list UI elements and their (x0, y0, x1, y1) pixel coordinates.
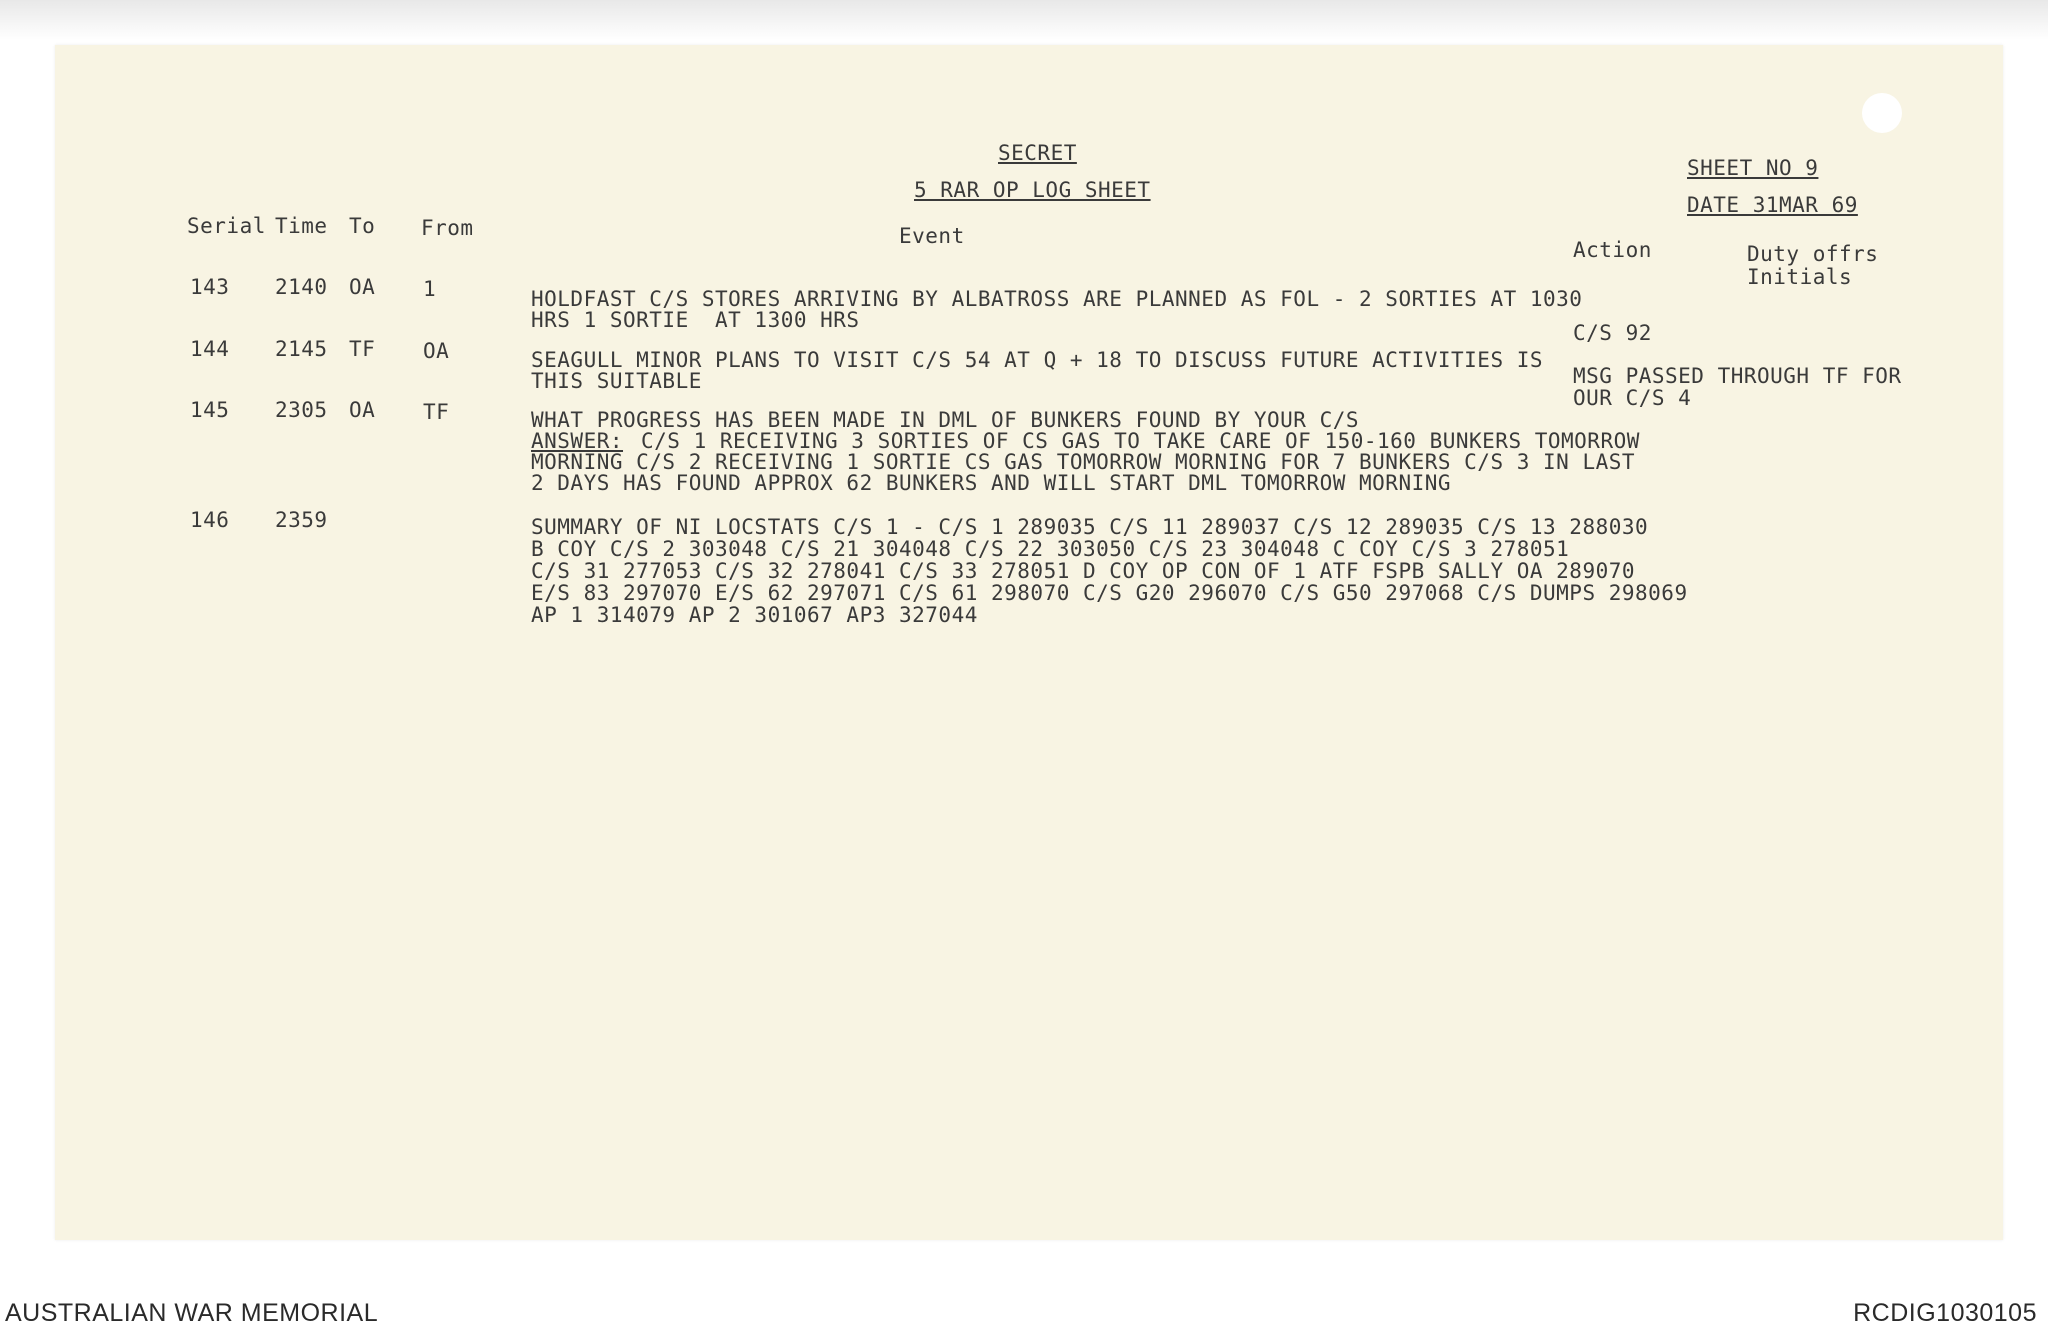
entry-event-line: E/S 83 297070 E/S 62 297071 C/S 61 298070 C/S G20 296070 C/S G50 297068 C/S DUMPS 298069 (531, 581, 1688, 605)
entry-action-line: OUR C/S 4 (1573, 386, 1692, 410)
entry-event-line: SEAGULL MINOR PLANS TO VISIT C/S 54 AT Q + 18 TO DISCUSS FUTURE ACTIVITIES IS (531, 348, 1544, 372)
archive-reference: RCDIG1030105 (1853, 1299, 2037, 1327)
document-title: 5 RAR OP LOG SHEET (914, 178, 1151, 202)
entry-event-line: MORNING C/S 2 RECEIVING 1 SORTIE CS GAS TOMORROW MORNING FOR 7 BUNKERS C/S 3 IN LAST (531, 450, 1636, 474)
entry-serial: 143 (190, 275, 230, 299)
column-header-serial: Serial (187, 214, 266, 238)
column-header-duty-officers: Duty offrs (1747, 242, 1879, 266)
entry-serial: 144 (190, 337, 230, 361)
sheet-date: DATE 31MAR 69 (1687, 193, 1858, 217)
entry-event-line: C/S 1 RECEIVING 3 SORTIES OF CS GAS TO TAKE CARE OF 150-160 BUNKERS TOMORROW (641, 429, 1640, 453)
entry-event-line: 2 DAYS HAS FOUND APPROX 62 BUNKERS AND WILL START DML TOMORROW MORNING (531, 471, 1452, 495)
entry-from: OA (423, 339, 450, 363)
entry-serial: 145 (190, 398, 230, 422)
scan-background (0, 0, 2048, 40)
entry-action-line: MSG PASSED THROUGH TF FOR (1573, 364, 1902, 388)
entry-event-line: THIS SUITABLE (531, 369, 702, 393)
entry-to: OA (349, 398, 376, 422)
archive-footer (0, 1295, 2048, 1333)
column-header-to: To (349, 214, 376, 238)
entry-event-line: C/S 31 277053 C/S 32 278041 C/S 33 278051 D COY OP CON OF 1 ATF FSPB SALLY OA 289070 (531, 559, 1636, 583)
entry-event-line: B COY C/S 2 303048 C/S 21 304048 C/S 22 303050 C/S 23 304048 C COY C/S 3 278051 (531, 537, 1570, 561)
entry-to: TF (349, 337, 376, 361)
entry-time: 2305 (275, 398, 328, 422)
entry-event-line: HRS 1 SORTIE AT 1300 HRS (531, 308, 860, 332)
entry-from: 1 (423, 277, 437, 301)
entry-event-line: HOLDFAST C/S STORES ARRIVING BY ALBATROSS ARE PLANNED AS FOL - 2 SORTIES AT 1030 (531, 287, 1583, 311)
answer-label: ANSWER: (531, 429, 624, 453)
entry-event-line: AP 1 314079 AP 2 301067 AP3 327044 (531, 603, 978, 627)
entry-event-line: SUMMARY OF NI LOCSTATS C/S 1 - C/S 1 289035 C/S 11 289037 C/S 12 289035 C/S 13 288030 (531, 515, 1649, 539)
classification-mark: SECRET (998, 141, 1077, 165)
column-header-event: Event (899, 224, 965, 248)
log-sheet-paper (55, 45, 2003, 1240)
archive-name: AUSTRALIAN WAR MEMORIAL (5, 1299, 379, 1327)
entry-from: TF (423, 400, 450, 424)
column-header-initials: Initials (1747, 265, 1853, 289)
punch-hole (1862, 93, 1902, 133)
sheet-number: SHEET NO 9 (1687, 156, 1819, 180)
entry-time: 2359 (275, 508, 328, 532)
column-header-from: From (421, 216, 474, 240)
entry-action-line: C/S 92 (1573, 321, 1652, 345)
column-header-action: Action (1573, 238, 1652, 262)
entry-event-line: WHAT PROGRESS HAS BEEN MADE IN DML OF BUNKERS FOUND BY YOUR C/S (531, 408, 1360, 432)
entry-serial: 146 (190, 508, 230, 532)
column-header-time: Time (275, 214, 328, 238)
entry-time: 2145 (275, 337, 328, 361)
entry-time: 2140 (275, 275, 328, 299)
entry-to: OA (349, 275, 376, 299)
